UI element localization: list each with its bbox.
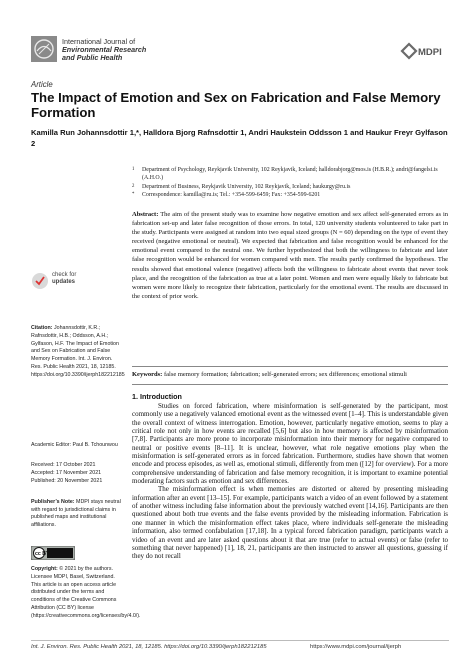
updates-line: check for [52,272,77,278]
citation-text: Johannsdottir, K.R.; Rafnsdottir, H.B.; Oddsson, A.H.; Gylfason, H.F. The Impact of Emotion and Sex on Fabrication and False Memory Formation. Int. J. Environ. Res. Public Health 2021, 18, 12185. https://doi.org/10.3390/ijerph182212185 [31,325,125,378]
affiliation-1 [132,166,447,183]
affiliation-text: Department of Business, Reykjavik University, 102 Reykjavik, Iceland; haukurgy@ru.is [142,183,351,190]
publisher-note-label: Publisher’s Note: [31,499,75,505]
affiliation-2 [132,183,447,191]
citation-block [31,325,125,380]
keywords-label: Keywords: [132,371,163,378]
check-for-updates-label[interactable] [52,272,76,286]
mdpi-logo [400,38,442,64]
paragraph: Studies on forced fabrication, where misinformation is self-generated by the participant, most commonly use a negatively valanced emotional event as the witnessed event [1–4]. This is understandable given the overall context of witness interrogation. Emotion, however, particularly negative emotion, seems to play a critical role not only in how events are recalled [5,6] but also in how memory is affected by misinformation [7,8]. Participants are more prone to incorporate misinformation into their memory for negative compared to neutral or positive events [8–11]. It is unclear, however, what role negative emotions play when the misinformation is self-generated errors as in forced fabrication. Furthermore, studies have shown that women encode and process episodes, as well as, emotional stimuli, differently from men ([12] for overview). For a more comprehensive understanding of fabrication and false memory recognition, it is important to examine potential moderating factors such as emotion and sex differences. [132,402,448,486]
citation-label: Citation: [31,325,53,331]
journal-name-line3: and Public Health [62,53,123,63]
journal-name-line2: Environmental Research [62,45,147,55]
correspondence [132,191,447,199]
footer-citation: Int. J. Environ. Res. Public Health 2021, 18, 12185. https://doi.org/10.3390/ijerph182212185 [31,644,267,650]
affiliation-mark: 1 [132,167,135,172]
updates-line: updates [52,279,76,285]
article-type: Article [31,80,53,89]
section-heading: 1. Introduction [132,392,182,401]
published-date: Published: 20 November 2021 [31,477,103,484]
publisher-note-text: MDPI stays neutral with regard to jurisdictional claims in published maps and institutional affiliations. [31,499,121,529]
accepted-date: Accepted: 17 November 2021 [31,469,102,476]
keywords [132,370,448,379]
divider [132,384,448,385]
abstract [132,210,448,301]
copyright-label: Copyright: [31,566,58,572]
copyright-text: © 2021 by the authors. Licensee MDPI, Basel, Switzerland. This article is an open access article distributed under the terms and conditions of the Creative Commons Attribution (CC BY) license (https://creativecommons.org/licenses/by/4.0/). [31,566,141,619]
abstract-text: The aim of the present study was to examine how negative emotion and sex affect self-generated errors as in fabrication set-up and later false recognition of those errors. In total, 120 university students volunteered to take part in the study. Participants were assigned at random into two equal sized groups (N = 60) depending on the type of event they received (negative emotional or neutral). We expected that fabrication and false recognition would be enhanced for the emotional event compared to the neutral one. We further hypothesized that both the willingness to fabricate and later false recognition would be enhanced for women compared with men. The results partly confirmed the hypotheses. The results showed that emotional valence (negative) affects both the willingness to fabricate about events that never took place, and the recognition of the fabrication as true at a later point. Women and men were equally likely to fabricate but women were more likely to recognize their fabrication, particularly for the emotional event. The results are discussed in the context of prior work. [132,211,448,300]
journal-logo [31,36,57,62]
cc-logo-text: cc BY [35,551,50,558]
introduction-body [132,402,448,561]
paragraph: The misinformation effect is when memories are distorted or altered by presenting misleading information after an event [13–15]. For example, participants watch a video of an event followed by a statement of another witness including false information about the previously watched event [14,16]. Participants are then questioned about both true events and the false events provided by the misleading information. Fabrication is one manner in which the misinformation effect takes place, where individuals self-generate the misleading information, also termed confabulation [17,18]. In a typical forced fabrication paradigm, participants watch a video of an event and are later asked questions about it that are true (refer to actual events) or false (refer to something that never happened) [1], 18, 21, participants are then instructed to answer all questions, guessing if they do not recall [132,485,448,561]
affiliations [132,166,447,199]
journal-name-line1: International Journal of [62,37,136,46]
academic-editor: Academic Editor: Paul B. Tchounwou [31,442,118,448]
publisher-note [31,499,123,530]
copyright-block [31,566,141,621]
creative-commons-icon[interactable] [31,546,75,560]
journal-name [62,38,146,63]
divider [132,366,448,367]
received-date: Received: 17 October 2021 [31,462,96,468]
keywords-text: false memory formation; fabrication; self-generated errors; sex differences; emotional stimuli [163,371,407,378]
footer-journal-link[interactable]: https://www.mdpi.com/journal/ijerph [310,644,402,650]
author-list: Kamilla Run Johannsdottir 1,*, Halldora Bjorg Rafnsdottir 1, Andri Haukstein Oddsson 1 and Haukur Freyr Gylfason 2 [31,128,448,148]
footer-divider [31,640,449,641]
mdpi-logo-text: MDPI [418,47,442,58]
affiliation-mark: * [132,191,135,197]
article-dates [31,462,123,486]
affiliation-text: Department of Psychology, Reykjavik University, 102 Reykjavik, Iceland; halldorabjorg@mos.is (H.B.R.); andri@fangelsi.is (A.H.O.) [142,167,438,182]
article-title: The Impact of Emotion and Sex on Fabrication and False Memory Formation [31,90,441,121]
abstract-label: Abstract: [132,211,159,218]
affiliation-mark: 2 [132,183,135,189]
correspondence-text: Correspondence: kamilla@ru.is; Tel.: +354-599-6459; Fax: +354-599-6201 [142,191,321,198]
